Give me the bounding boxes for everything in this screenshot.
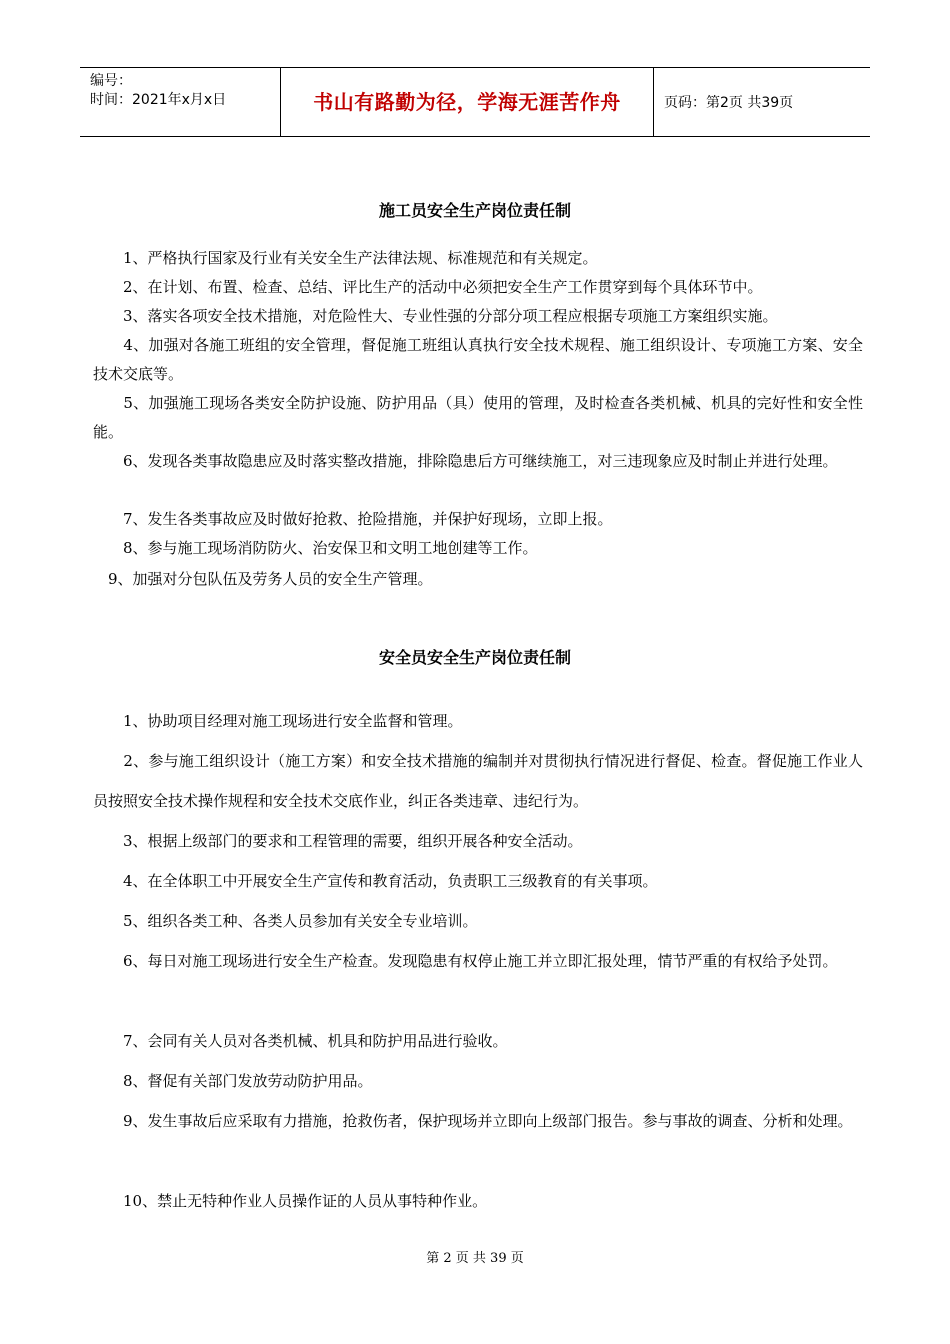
list-item: 3、落实各项安全技术措施，对危险性大、专业性强的分部分项工程应根据专项施工方案组织实施。 bbox=[93, 307, 778, 325]
list-item: 8、督促有关部门发放劳动防护用品。 bbox=[93, 1072, 373, 1090]
list-item: 4、在全体职工中开展安全生产宣传和教育活动，负责职工三级教育的有关事项。 bbox=[93, 872, 658, 890]
list-item: 6、发现各类事故隐患应及时落实整改措施，排除隐患后方可继续施工，对三违现象应及时制止并进行处理。 bbox=[93, 452, 838, 470]
page-header bbox=[80, 67, 870, 137]
section-title-construction-officer: 施工员安全生产岗位责任制 bbox=[378, 201, 571, 220]
list-item: 9、加强对分包队伍及劳务人员的安全生产管理。 bbox=[93, 570, 433, 588]
list-item: 4、加强对各施工班组的安全管理，督促施工班组认真执行安全技术规程、施工组织设计、专项施工方案、安全技术交底等。 bbox=[93, 336, 863, 383]
section-title-safety-officer: 安全员安全生产岗位责任制 bbox=[378, 648, 571, 667]
list-item: 10、禁止无特种作业人员操作证的人员从事特种作业。 bbox=[93, 1192, 488, 1210]
list-item: 2、在计划、布置、检查、总结、评比生产的活动中必须把安全生产工作贯穿到每个具体环节中。 bbox=[93, 278, 763, 296]
list-item: 1、严格执行国家及行业有关安全生产法律法规、标准规范和有关规定。 bbox=[93, 249, 598, 267]
list-item: 3、根据上级部门的要求和工程管理的需要，组织开展各种安全活动。 bbox=[93, 832, 583, 850]
list-item: 8、参与施工现场消防防火、治安保卫和文明工地创建等工作。 bbox=[93, 539, 538, 557]
list-item: 5、组织各类工种、各类人员参加有关安全专业培训。 bbox=[93, 912, 478, 930]
header-page-info: 页码：第2页 共39页 bbox=[664, 95, 794, 111]
doc-number-label: 编号： bbox=[90, 73, 132, 89]
list-item: 7、发生各类事故应及时做好抢救、抢险措施，并保护好现场，立即上报。 bbox=[93, 510, 613, 528]
date-line: 时间：2021年x月x日 bbox=[90, 92, 227, 108]
list-item: 6、每日对施工现场进行安全生产检查。发现隐患有权停止施工并立即汇报处理，情节严重的有权给予处罚。 bbox=[93, 952, 838, 970]
list-item: 5、加强施工现场各类安全防护设施、防护用品（具）使用的管理，及时检查各类机械、机具的完好性和安全性能。 bbox=[93, 394, 863, 441]
header-meta-cell bbox=[80, 68, 281, 136]
header-motto: 书山有路勤为径，学海无涯苦作舟 bbox=[281, 68, 654, 136]
list-item: 2、参与施工组织设计（施工方案）和安全技术措施的编制并对贯彻执行情况进行督促、检查。督促施工作业人员按照安全技术操作规程和安全技术交底作业，纠正各类违章、违纪行为。 bbox=[93, 752, 863, 810]
list-item: 7、会同有关人员对各类机械、机具和防护用品进行验收。 bbox=[93, 1032, 508, 1050]
list-item: 1、协助项目经理对施工现场进行安全监督和管理。 bbox=[93, 712, 463, 730]
list-item: 9、发生事故后应采取有力措施，抢救伤者，保护现场并立即向上级部门报告。参与事故的调查、分析和处理。 bbox=[93, 1112, 853, 1130]
page-footer: 第 2 页 共 39 页 bbox=[426, 1251, 524, 1266]
